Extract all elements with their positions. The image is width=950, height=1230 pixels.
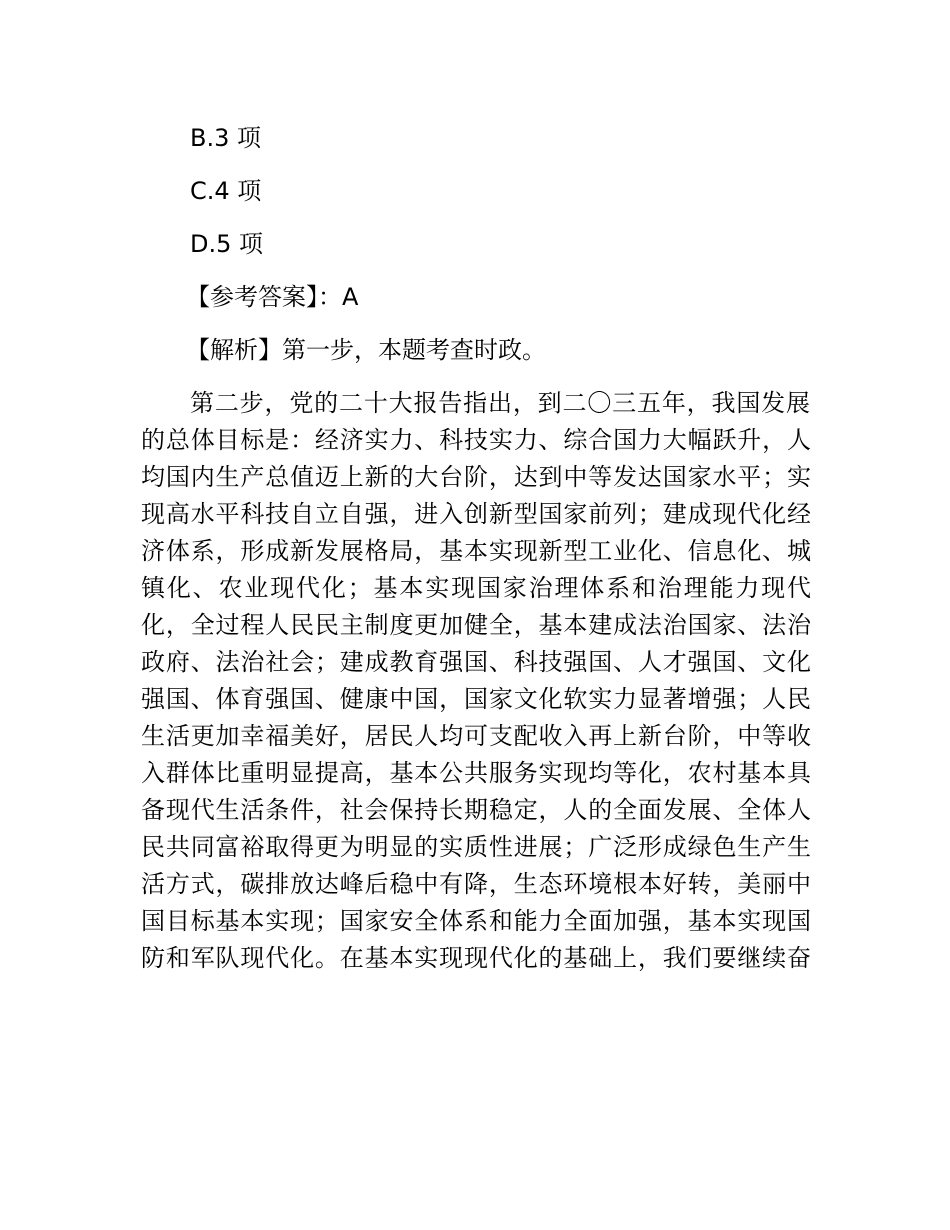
paragraph-line: 防和军队现代化。在基本实现现代化的基础上，我们要继续奋 (141, 944, 811, 972)
analysis-intro: 【解析】第一步，本题考查时政。 (186, 336, 546, 364)
paragraph-line: 化，全过程人民民主制度更加健全，基本建成法治国家、法治 (141, 611, 811, 639)
option-b: B.3 项 (190, 124, 261, 152)
paragraph-line: 活方式，碳排放达峰后稳中有降，生态环境根本好转，美丽中 (141, 870, 811, 898)
paragraph-line: 备现代生活条件，社会保持长期稳定，人的全面发展、全体人 (141, 796, 811, 824)
paragraph-line: 民共同富裕取得更为明显的实质性进展；广泛形成绿色生产生 (141, 833, 811, 861)
option-d: D.5 项 (190, 230, 264, 258)
reference-answer: 【参考答案】：A (186, 283, 359, 311)
paragraph-line: 国目标基本实现；国家安全体系和能力全面加强，基本实现国 (141, 907, 811, 935)
paragraph-line: 入群体比重明显提高，基本公共服务实现均等化，农村基本具 (141, 759, 811, 787)
paragraph-line: 均国内生产总值迈上新的大台阶，达到中等发达国家水平；实 (141, 463, 811, 491)
paragraph-line: 政府、法治社会；建成教育强国、科技强国、人才强国、文化 (141, 648, 811, 676)
paragraph-line: 生活更加幸福美好，居民人均可支配收入再上新台阶，中等收 (141, 722, 811, 750)
paragraph-line: 现高水平科技自立自强，进入创新型国家前列；建成现代化经 (141, 500, 811, 528)
paragraph-line: 的总体目标是：经济实力、科技实力、综合国力大幅跃升，人 (141, 426, 811, 454)
paragraph-line: 第二步，党的二十大报告指出，到二〇三五年，我国发展 (190, 389, 810, 417)
paragraph-line: 镇化、农业现代化；基本实现国家治理体系和治理能力现代 (141, 574, 811, 602)
option-c: C.4 项 (190, 177, 262, 205)
paragraph-line: 强国、体育强国、健康中国，国家文化软实力显著增强；人民 (141, 685, 811, 713)
paragraph-line: 济体系，形成新发展格局，基本实现新型工业化、信息化、城 (141, 537, 811, 565)
